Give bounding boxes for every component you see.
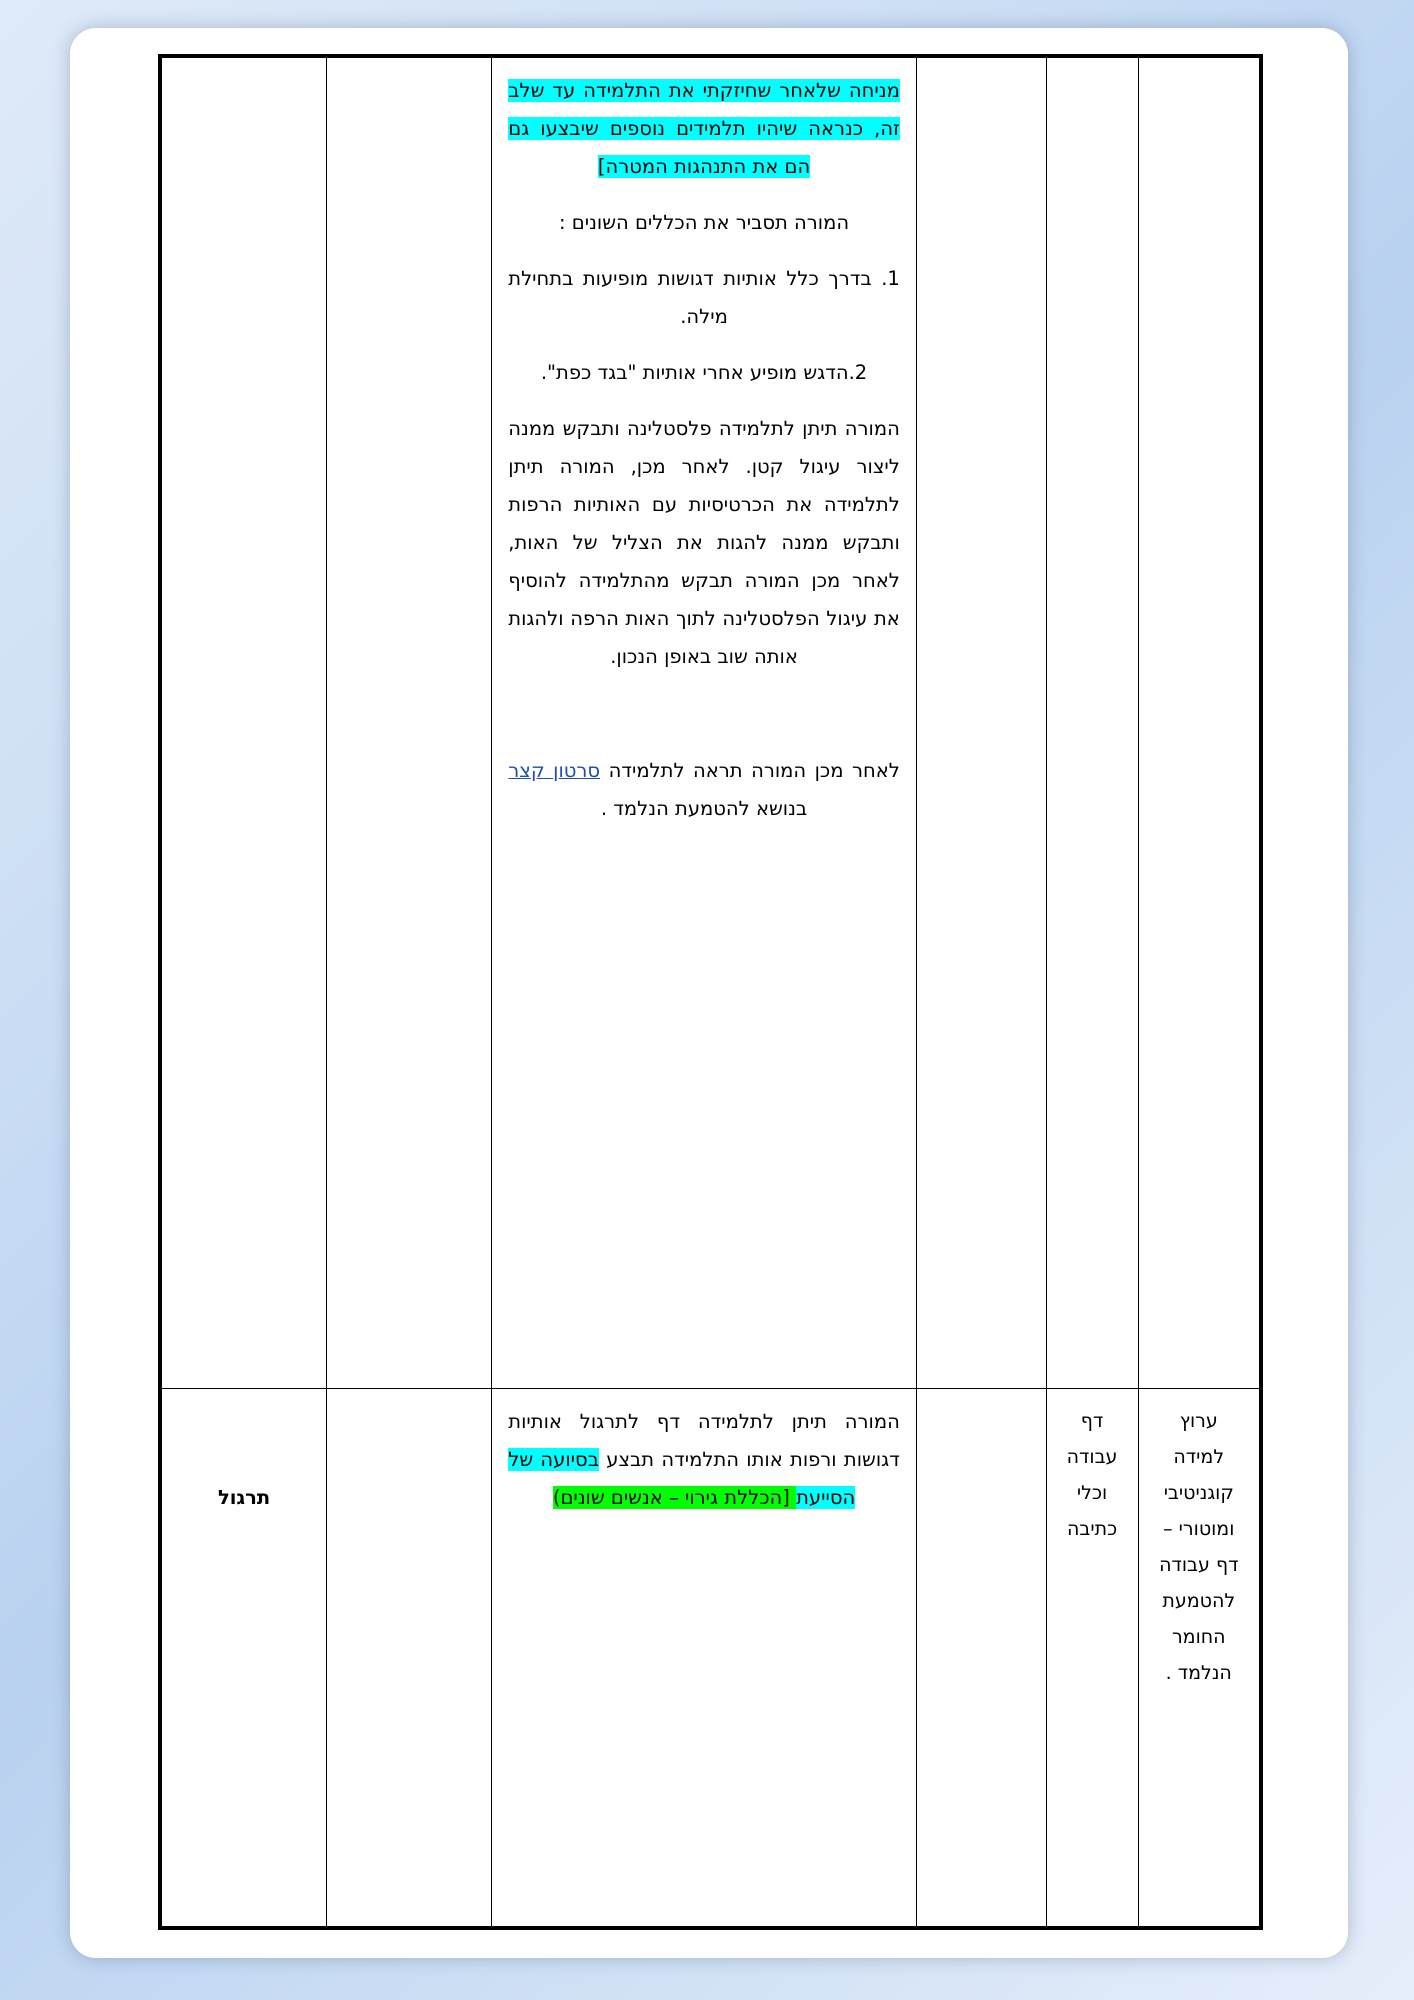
- tools-text-exercise: דף עבודה וכלי כתיבה: [1066, 1409, 1118, 1540]
- table-row: [162, 1388, 1260, 1926]
- resources-text-exercise: ערוץ למידה קוגניטיבי ומוטורי – דף עבודה להטמעת החומר הנלמד .: [1159, 1409, 1239, 1685]
- cell-tools-exercise: [1046, 1388, 1138, 1926]
- cell-main-continued: [492, 58, 917, 1389]
- exercise-paragraph: [508, 1403, 900, 1517]
- rule-1-paragraph: 1. בדרך כלל אותיות דגושות מופיעות בתחילת מילה.: [508, 267, 900, 329]
- highlight-intro-paragraph: [508, 72, 900, 186]
- exercise-text: המורה תיתן לתלמידה דף לתרגול אותיות דגושות ורפות אותו התלמידה תבצע: [508, 1409, 900, 1471]
- cyan-highlight-assistance: בסיועה של הסייעת: [508, 1447, 856, 1509]
- rule-2-paragraph: 2.הדגש מופיע אחרי אותיות "בגד כפת".: [540, 361, 868, 385]
- cell-tools-continued: [1046, 58, 1138, 1389]
- closing-paragraph: [508, 752, 900, 828]
- cell-stage-continued: [162, 58, 327, 1389]
- video-link[interactable]: סרטון קצר: [508, 759, 601, 783]
- cell-resources-continued: [1138, 58, 1259, 1389]
- lesson-plan-table: [161, 57, 1260, 1927]
- cell-resources-exercise: [1138, 1388, 1259, 1926]
- cell-stage-exercise: [162, 1388, 327, 1926]
- cyan-highlight-intro: מניחה שלאחר שחיזקתי את התלמידה עד שלב זה, כנראה שיהיו תלמידים נוספים שיבצעו גם הם את התנהגות המטרה]: [508, 79, 900, 179]
- cell-empty-exercise-1: [916, 1388, 1046, 1926]
- paragraph-spacer: [508, 694, 900, 752]
- rules-intro-paragraph: המורה תסביר את הכללים השונים :: [559, 211, 850, 235]
- green-highlight-stimulus: [הכללת גירוי – אנשים שונים): [552, 1485, 797, 1509]
- cell-empty-exercise-2: [327, 1388, 492, 1926]
- cell-empty-continued-2: [327, 58, 492, 1389]
- activity-paragraph: המורה תיתן לתלמידה פלסטלינה ותבקש ממנה ליצור עיגול קטן. לאחר מכן, המורה תיתן לתלמידה את הכרטיסיות עם האותיות הרפות ותבקש ממנה להגות את הצליל של האות, לאחר מכן המורה תבקש מהתלמידה להוסיף את עיגול הפלסטלינה לתוך האות הרפה ולהגות אותה שוב באופן הנכון.: [508, 417, 900, 669]
- cell-empty-continued-1: [916, 58, 1046, 1389]
- stage-label-exercise: תרגול: [217, 1485, 271, 1509]
- cell-main-exercise: [492, 1388, 917, 1926]
- closing-text-before-link: לאחר מכן המורה תראה לתלמידה: [600, 759, 900, 783]
- table-row: [162, 58, 1260, 1389]
- document-page: [158, 54, 1263, 1930]
- closing-text-after-link: בנושא להטמעת הנלמד .: [600, 797, 808, 821]
